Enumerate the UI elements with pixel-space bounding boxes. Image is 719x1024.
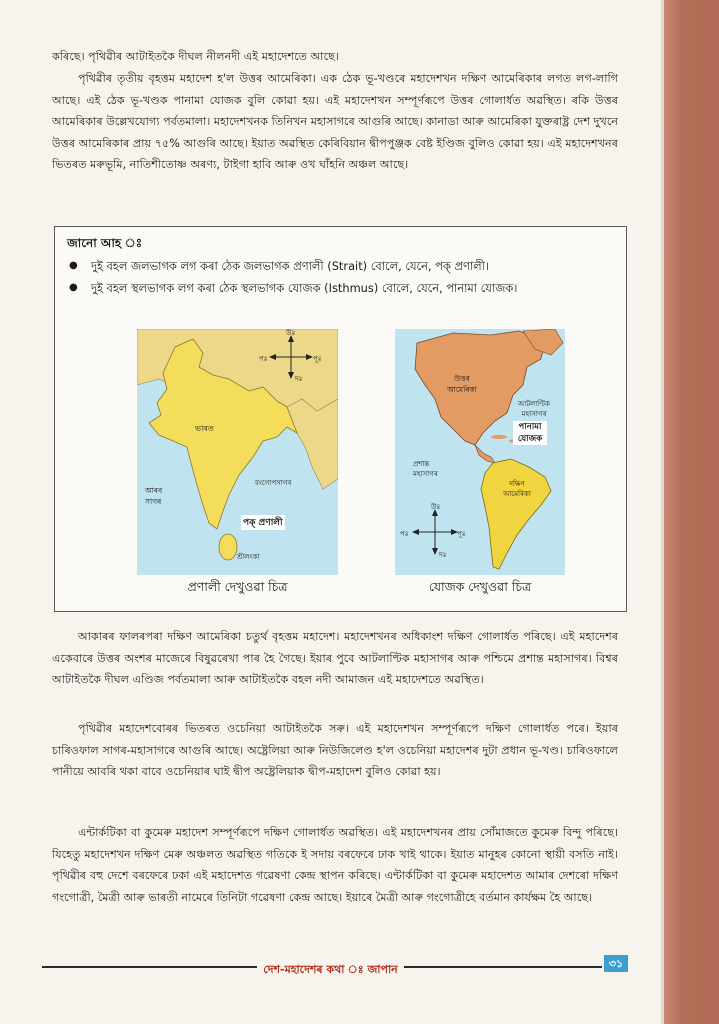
compass-north-label: উঃ xyxy=(431,503,441,511)
strait-map-caption: প্ৰণালী দেখুওৱা চিত্ৰ xyxy=(187,579,288,594)
know-box-title: জানো আহ ঃ xyxy=(67,236,143,250)
label-panama: পানামা যোজক xyxy=(513,421,547,445)
label-atlantic: আটলাণ্টিক মহাসাগৰ xyxy=(518,400,550,418)
compass-north-label: উঃ xyxy=(286,329,296,337)
paragraph-north-america: পৃথিৱীৰ তৃতীয় বৃহত্তম মহাদেশ হ'ল উত্তৰ আমেৰিকা। এক ঠেক ভূ-খণ্ডৰে মহাদেশখন দক্ষিণ আমেৰিকাৰ লগত লগ-লাগি আছে। এই ঠেক ভূ-খণ্ডক পানামা যোজক বুলি কোৱা হয়। এই মহাদেশখন সম্পূৰ্ণৰূপে উত্তৰ গোলাৰ্ধত অৱস্থিত। ৰকি উত্তৰ আমেৰিকাৰ উল্লেখযোগ্য পৰ্বতমালা। মহাদেশখনক তিনিখন মহাসাগৰে আগুৰি আছে। কানাডা আৰু আমেৰিকা যুক্তৰাষ্ট্ৰ দেশ দুখনে উত্তৰ আমেৰিকাৰ প্ৰায় ৭৫% আগুৰি আছে। ইয়াত অৱস্থিত কেৰিবিয়ান দ্বীপপুঞ্জক বেষ্ট ইণ্ডিজ বুলিও কোৱা হয়। এই মহাদেশখনৰ ভিতৰত মৰুভূমি, নাতিশীতোষ্ণ অৰণ্য, টাইগা হাবি আৰু ওখ ঘাঁহনি অঞ্চল আছে। xyxy=(52,72,618,172)
compass-west-label: পঃ xyxy=(400,530,409,538)
compass-south-label: দঃ xyxy=(295,375,303,383)
label-bay-of-bengal: বংগোপসাগৰ xyxy=(255,479,292,487)
strait-map xyxy=(137,329,338,575)
compass-east-label: পূঃ xyxy=(313,355,322,363)
footer-title-text: দেশ-মহাদেশৰ কথা ঃ জাপান xyxy=(257,963,403,976)
label-pacific: প্ৰশান্ত মহাসাগৰ xyxy=(413,460,438,478)
label-palk-strait: পক্ প্ৰণালী xyxy=(241,515,285,530)
paragraph-south-america: আকাৰৰ ফালৰপৰা দক্ষিণ আমেৰিকা চতুৰ্থ বৃহত্তম মহাদেশ। মহাদেশখনৰ অধিকাংশ দক্ষিণ গোলাৰ্ধত পৰিছে। এই মহাদেশৰ একেবাৰে উত্তৰ অংশৰ মাজেৰে বিষুৱৰেখা পাৰ হৈ গৈছে। ইয়াৰ পুবে আটলাণ্টিক মহাসাগৰ আৰু পশ্চিমে প্ৰশান্ত মহাসাগৰ। বিশ্বৰ আটাইতকৈ দীঘল এণ্ডিজ পৰ্বতমালা আৰু আটাইতকৈ বহল নদী আমাজন এই মহাদেশতে অৱস্থিত। xyxy=(52,630,618,687)
bullet-isthmus: ● দুই বহল স্থলভাগক লগ কৰা ঠেক স্থলভাগক যোজক (Isthmus) বোলে, যেনে, পানামা যোজক। xyxy=(69,277,614,299)
compass-south-label: দঃ xyxy=(439,551,447,559)
page-edge xyxy=(661,0,719,1024)
compass-east-label: পূঃ xyxy=(457,530,466,538)
paragraph-antarctica: এন্টাৰ্কটিকা বা কুমেৰু মহাদেশ সম্পূৰ্ণৰূপে দক্ষিণ গোলাৰ্ধত অৱস্থিত। এই মহাদেশখনৰ প্ৰায় সোঁমাজতে কুমেৰু বিন্দু পৰিছে। যিহেতু মহাদেশখন দক্ষিণ মেৰু অঞ্চলত অৱস্থিত গতিকে ই সদায় বৰফেৰে ঢাক খাই থাকে। ইয়াত মানুহৰ কোনো স্থায়ী বসতি নাই। পৃথিৱীৰ বহু দেশে বৰফেৰে ঢকা এই মহাদেশত গৱেষণা কেন্দ্ৰ স্থাপন কৰিছে। এন্টাৰ্কটিকা বা কুমেৰু মহাদেশত আমাৰ দেশৰো দক্ষিণ গংগোত্ৰী, মৈত্ৰী আৰু ভাৰতী নামেৰে তিনিটা গৱেষণা কেন্দ্ৰ আছে। ইয়াৰে মৈত্ৰী আৰু গংগোত্ৰীহে বৰ্তমান কাৰ্যক্ষম হৈ আছে। xyxy=(52,826,618,904)
page-number: ৩১ xyxy=(604,955,628,972)
label-north-america: উত্তৰ আমেৰিকা xyxy=(447,374,477,394)
footer-title xyxy=(0,961,661,980)
label-sri-lanka: শ্ৰীলংকা xyxy=(237,553,260,561)
know-box-bullets xyxy=(69,255,614,299)
label-arab-sea: আৰব সাগৰ xyxy=(145,486,163,506)
label-south-america: দক্ষিণ আমেৰিকা xyxy=(503,480,531,498)
paragraph-oceania: পৃথিৱীৰ মহাদেশবোৰৰ ভিতৰত ওচেনিয়া আটাইতকৈ সৰু। এই মহাদেশখন সম্পূৰ্ণৰূপে দক্ষিণ গোলাৰ্ধত পৰে। ইয়াৰ চাৰিওফাল সাগৰ-মহাসাগৰে আগুৰি আছে। অষ্ট্ৰেলিয়া আৰু নিউজিলেণ্ড হ'ল ওচেনিয়া মহাদেশৰ দুটা প্ৰধান ভূ-খণ্ড। চাৰিওফালে পানীয়ে আবৰি থকা বাবে ওচেনিয়াৰ ঘাই দ্বীপ অষ্ট্ৰেলিয়াক দ্বীপ-মহাদেশ বুলিও কোৱা হয়। xyxy=(52,722,618,779)
isthmus-map xyxy=(395,329,565,575)
paragraph-africa-end: কৰিছে। পৃথিৱীৰ আটাইতকৈ দীঘল নীলনদী এই মহাদেশতে আছে। xyxy=(52,50,339,63)
know-box xyxy=(54,226,627,612)
compass-west-label: পঃ xyxy=(259,355,268,363)
label-bharat: ভাৰত xyxy=(195,424,214,433)
isthmus-map-caption: যোজক দেখুওৱা চিত্ৰ xyxy=(428,579,532,594)
bullet-strait: ● দুই বহল জলভাগক লগ কৰা ঠেক জলভাগক প্ৰণালী (Strait) বোলে, যেনে, পক্ প্ৰণালী। xyxy=(69,255,614,277)
